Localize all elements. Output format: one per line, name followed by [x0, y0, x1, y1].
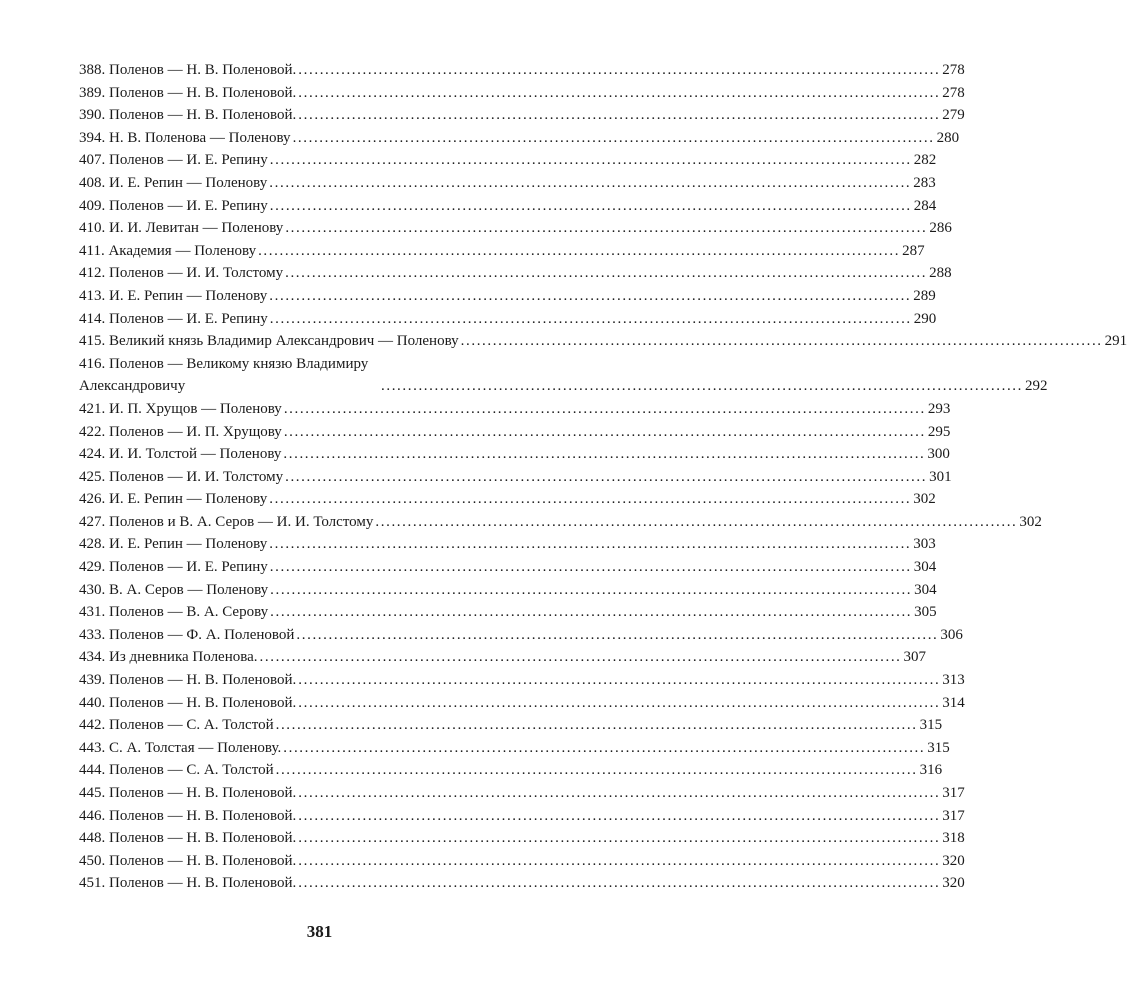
toc-entry-page: 304: [913, 559, 937, 576]
leader-dots: ........................................................................................................................: [283, 400, 926, 417]
toc-entry: [79, 850, 965, 873]
toc-entry: [79, 308, 937, 331]
toc-entry: [79, 330, 1127, 353]
leader-dots: ........................................................................................................................: [269, 197, 912, 214]
toc-entry-page: 301: [929, 468, 952, 485]
page-number: 381: [306, 922, 333, 941]
leader-dots: ........................................................................................................................: [270, 581, 913, 598]
toc-entry: [79, 127, 960, 150]
toc-entry: [79, 82, 965, 105]
toc-entry-title: 408. И. Е. Репин — Поленову: [79, 174, 268, 191]
toc-entry-page: 307: [903, 649, 927, 666]
toc-entry: [79, 782, 965, 805]
leader-dots: ........................................................................................................................: [285, 265, 928, 282]
leader-dots: ........................................................................................................................: [275, 762, 918, 779]
toc-entry-title: 429. Поленов — И. Е. Репину: [79, 559, 268, 576]
toc-entry: [79, 421, 951, 444]
leader-dots: ........................................................................................................................: [269, 559, 912, 576]
leader-dots: ........................................................................................................................: [269, 491, 912, 508]
leader-dots: ........................................................................................................................: [298, 107, 941, 124]
toc-entry: [79, 285, 936, 308]
leader-dots: ........................................................................................................................: [285, 468, 928, 485]
toc-entry-title: 413. И. Е. Репин — Поленову: [79, 287, 268, 304]
toc-entry-title: 451. Поленов — Н. В. Поленовой.: [79, 875, 297, 892]
toc-entry-title: 421. И. П. Хрущов — Поленову: [79, 400, 282, 417]
toc-entry-title: 426. И. Е. Репин — Поленову: [79, 491, 268, 508]
toc-entry-title: 427. Поленов и В. А. Серов — И. И. Толстому: [79, 513, 374, 530]
toc-entry-title: 388. Поленов — Н. В. Поленовой.: [79, 62, 297, 78]
leader-dots: ........................................................................................................................: [275, 717, 918, 734]
leader-dots: ........................................................................................................................: [283, 423, 926, 440]
toc-entry-title: 431. Поленов — В. А. Серову: [79, 604, 269, 621]
toc-entry-title: 434. Из дневника Поленова.: [79, 649, 258, 666]
toc-entry: [79, 240, 925, 263]
toc-entry-page: 303: [913, 536, 936, 553]
toc-entry: [79, 353, 1048, 398]
toc-entry-page: 315: [927, 739, 950, 756]
toc-entry-page: 295: [927, 423, 951, 440]
toc-entry: [79, 443, 950, 466]
toc-entry-page: 287: [902, 242, 925, 259]
toc-entry-page: 286: [929, 220, 952, 237]
toc-entry-title: 443. С. А. Толстая — Поленову.: [79, 739, 282, 756]
toc-entry: [79, 488, 936, 511]
toc-entry: [79, 149, 937, 172]
toc-entry-page: 293: [927, 400, 951, 417]
toc-entry: [79, 624, 963, 647]
toc-entry-page: 315: [919, 717, 943, 734]
toc-entry-page: 318: [942, 830, 965, 847]
leader-dots: ........................................................................................................................: [258, 242, 901, 259]
leader-dots: ........................................................................................................................: [298, 785, 941, 801]
toc-entry-title: 410. И. И. Левитан — Поленову: [79, 220, 284, 237]
toc-entry-page: 304: [914, 581, 937, 598]
toc-entry: [79, 172, 936, 195]
toc-entry: [79, 556, 937, 579]
toc-entry-title: 445. Поленов — Н. В. Поленовой.: [79, 785, 297, 801]
toc-entry: [79, 759, 943, 782]
toc-entry: [79, 669, 965, 692]
toc-entry: [79, 601, 937, 624]
toc-entry-page: 314: [942, 694, 965, 711]
toc-entry-page: 278: [942, 62, 965, 78]
toc-entry: [79, 511, 1042, 534]
toc-entry-page: 289: [913, 287, 936, 304]
toc-entry-page: 300: [927, 446, 950, 463]
leader-dots: ........................................................................................................................: [283, 446, 926, 463]
leader-dots: ........................................................................................................................: [292, 129, 935, 146]
leader-dots: ........................................................................................................................: [298, 830, 941, 847]
toc-entry-title: 389. Поленов — Н. В. Поленовой.: [79, 84, 297, 101]
toc-entry: [79, 398, 951, 421]
toc-entry-page: 313: [942, 672, 965, 689]
toc-entry-title: 440. Поленов — Н. В. Поленовой.: [79, 694, 297, 711]
toc-entry-page: 320: [942, 852, 965, 869]
toc-entry: [79, 104, 965, 127]
leader-dots: ........................................................................................................................: [460, 333, 1103, 350]
toc-entry-title: 430. В. А. Серов — Поленову: [79, 581, 269, 598]
leader-dots: ........................................................................................................................: [283, 739, 926, 756]
toc-entry-title: 416. Поленов — Великому князю Владимиру Александровичу: [79, 355, 369, 395]
toc-entry-page: 280: [936, 129, 960, 146]
toc-entry: [79, 805, 965, 828]
toc-entry-page: 290: [913, 310, 937, 327]
toc-entry-title: 442. Поленов — С. А. Толстой: [79, 717, 274, 734]
toc-entry-page: 284: [913, 197, 937, 214]
toc-entry-page: 306: [940, 626, 963, 643]
toc-entry-title: 414. Поленов — И. Е. Репину: [79, 310, 268, 327]
toc-entry-title: 394. Н. В. Поленова — Поленову: [79, 129, 291, 146]
leader-dots: ........................................................................................................................: [296, 626, 939, 643]
toc-entry-title: 409. Поленов — И. Е. Репину: [79, 197, 268, 214]
toc-entry: [79, 466, 952, 489]
leader-dots: ........................................................................................................................: [285, 220, 928, 237]
leader-dots: ........................................................................................................................: [375, 513, 1018, 530]
toc-entry-title: 448. Поленов — Н. В. Поленовой.: [79, 830, 297, 847]
leader-dots: ........................................................................................................................: [269, 174, 912, 191]
toc-entry-title: 415. Великий князь Владимир Александрович — Поленову: [79, 333, 459, 350]
toc-entry-page: 302: [1019, 513, 1042, 530]
toc-entry-title: 439. Поленов — Н. В. Поленовой.: [79, 672, 297, 689]
leader-dots: ........................................................................................................................: [269, 536, 912, 553]
toc-entry-page: 305: [914, 604, 937, 621]
toc-entry-title: 450. Поленов — Н. В. Поленовой.: [79, 852, 297, 869]
leader-dots: ........................................................................................................................: [298, 84, 941, 101]
leader-dots: ........................................................................................................................: [298, 875, 941, 892]
toc-entry-title: 444. Поленов — С. А. Толстой: [79, 762, 274, 779]
toc-entry-title: 446. Поленов — Н. В. Поленовой.: [79, 807, 297, 824]
leader-dots: ........................................................................................................................: [298, 62, 941, 78]
toc-entry: [79, 872, 965, 895]
toc-entry-title: 390. Поленов — Н. В. Поленовой.: [79, 107, 297, 124]
leader-dots: ........................................................................................................................: [270, 604, 913, 621]
toc-entry: [79, 737, 950, 760]
toc-entry-title: 422. Поленов — И. П. Хрущову: [79, 423, 282, 440]
toc-entry: [79, 579, 937, 602]
toc-entry-title: 428. И. Е. Репин — Поленову: [79, 536, 268, 553]
toc-entry-page: 292: [1025, 378, 1048, 395]
leader-dots: ........................................................................................................................: [269, 152, 912, 169]
toc-entry: [79, 714, 943, 737]
toc-entry: [79, 692, 965, 715]
toc-entry-title: 425. Поленов — И. И. Толстому: [79, 468, 284, 485]
toc-entry-page: 279: [942, 107, 965, 124]
toc-entry: [79, 195, 937, 218]
leader-dots: ........................................................................................................................: [298, 852, 941, 869]
toc-entry-page: 320: [942, 875, 965, 892]
leader-dots: ........................................................................................................................: [269, 310, 912, 327]
toc-entry-page: 291: [1104, 333, 1127, 350]
toc-entry-title: 433. Поленов — Ф. А. Поленовой: [79, 626, 295, 643]
toc-entry: [79, 646, 927, 669]
toc-entry-page: 317: [942, 785, 965, 801]
toc-entry-page: 302: [913, 491, 936, 508]
toc-entry: [79, 262, 952, 285]
table-of-contents: [79, 59, 1127, 895]
toc-entry-title: 412. Поленов — И. И. Толстому: [79, 265, 284, 282]
leader-dots: ........................................................................................................................: [269, 287, 912, 304]
toc-entry-page: 283: [913, 174, 936, 191]
toc-entry-page: 282: [913, 152, 937, 169]
leader-dots: ........................................................................................................................: [381, 378, 1023, 395]
toc-entry-page: 317: [942, 807, 965, 824]
toc-entry: [79, 59, 965, 82]
leader-dots: ........................................................................................................................: [298, 672, 941, 689]
toc-entry-title: 407. Поленов — И. Е. Репину: [79, 152, 268, 169]
toc-entry-page: 288: [929, 265, 952, 282]
toc-entry: [79, 533, 936, 556]
toc-entry-page: 278: [942, 84, 965, 101]
toc-entry: [79, 827, 965, 850]
toc-entry-page: 316: [919, 762, 943, 779]
toc-entry-title: 411. Академия — Поленову: [79, 242, 257, 259]
leader-dots: ........................................................................................................................: [298, 807, 941, 824]
toc-entry: [79, 217, 952, 240]
leader-dots: ........................................................................................................................: [298, 694, 941, 711]
toc-entry-title: 424. И. И. Толстой — Поленову: [79, 446, 282, 463]
leader-dots: ........................................................................................................................: [259, 649, 902, 666]
